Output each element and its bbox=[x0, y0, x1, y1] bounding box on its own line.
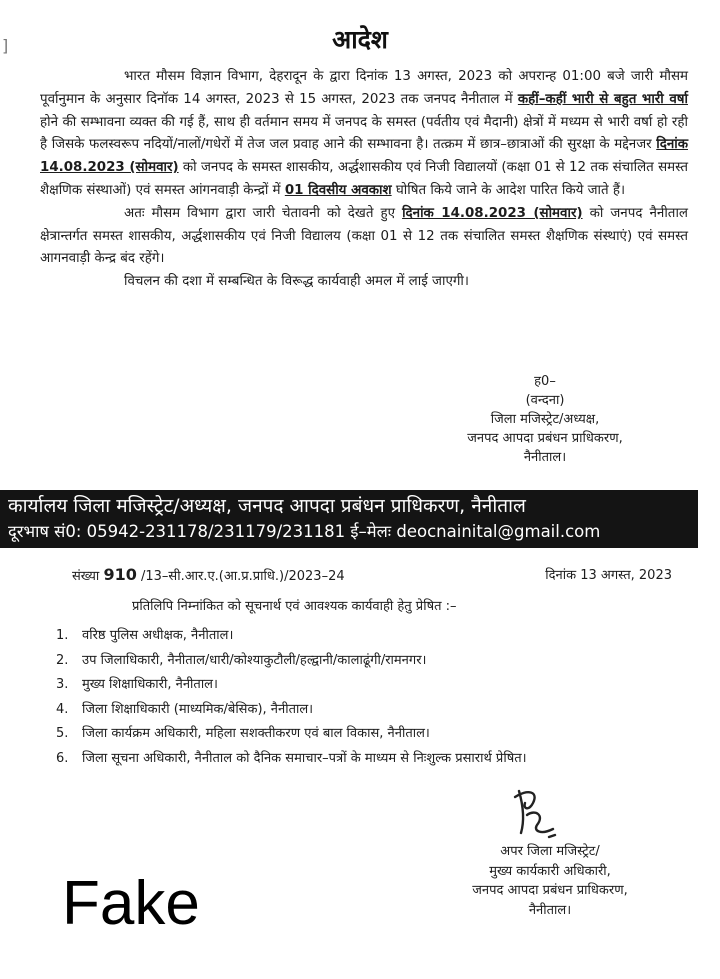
order-paragraph-2: अतः मौसम विभाग द्वारा जारी चेतावनी को देखते हुए दिनांक 14.08.2023 (सोमवार) को जनपद नैनीताल क्षेत्रान्तर्गत समस्त शासकीय, अर्द्धशासकीय एवं निजी विद्यालय (कक्षा 01 से 12 तक संचालित समस्त शैक्षणिक संस्थाएं) एवं समस्त आगनवाड़ी केन्द्र बंद रहेंगे। bbox=[40, 205, 688, 267]
reference-row bbox=[72, 565, 672, 584]
corner-mark: ] bbox=[2, 36, 9, 55]
order-title: आदेश bbox=[332, 25, 388, 54]
handwritten-signature bbox=[505, 785, 585, 845]
highlight-date: दिनांक 14.08.2023 (सोमवार) bbox=[40, 137, 688, 176]
list-item: 3. मुख्य शिक्षाधिकारी, नैनीताल। bbox=[56, 677, 218, 692]
office-name: कार्यालय जिला मजिस्ट्रेट/अध्यक्ष, जनपद आपदा प्रबंधन प्राधिकरण, नैनीताल bbox=[8, 495, 526, 517]
copy-heading: प्रतिलिपि निम्नांकित को सूचनार्थ एवं आवश्यक कार्यवाही हेतु प्रेषित :– bbox=[132, 599, 457, 614]
list-item: 2. उप जिलाधिकारी, नैनीताल/धारी/कोश्याकुटौली/हल्द्वानी/कालाढूंगी/रामनगर। bbox=[56, 652, 427, 668]
order-paragraph-3: विचलन की दशा में सम्बन्धित के विरूद्ध कार्यवाही अमल में लाई जाएगी। bbox=[124, 274, 469, 290]
list-item: 4. जिला शिक्षाधिकारी (माध्यमिक/बेसिक), नैनीताल। bbox=[56, 701, 314, 717]
fake-watermark: Fake bbox=[62, 869, 200, 938]
signature-block-dm: ह0– (वन्दना) जिला मजिस्ट्रेट/अध्यक्ष, जनपद आपदा प्रबंधन प्राधिकरण, नैनीताल। bbox=[467, 374, 623, 465]
list-item: 1. वरिष्ठ पुलिस अधीक्षक, नैनीताल। bbox=[56, 628, 234, 643]
list-item: 6. जिला सूचना अधिकारी, नैनीताल को दैनिक समाचार–पत्रों के माध्यम से निःशुल्क प्रसारार्थ प्रेषित। bbox=[56, 750, 527, 766]
reference-number: संख्या 910 /13–सी.आर.ए.(आ.प्र.प्राधि.)/2023–24 bbox=[72, 565, 345, 584]
highlight-heavy-rain: कहीं–कहीं भारी से बहुत भारी वर्षा bbox=[517, 91, 688, 107]
recipient-list bbox=[56, 624, 668, 771]
highlight-date-2: दिनांक 14.08.2023 (सोमवार) bbox=[402, 205, 583, 221]
highlight-holiday: 01 दिवसीय अवकाश bbox=[284, 182, 392, 198]
office-banner bbox=[0, 490, 698, 548]
order-paragraph-1: भारत मौसम विज्ञान विभाग, देहरादून के द्वारा दिनांक 13 अगस्त, 2023 को अपरान्ह 01:00 बजे जारी मौसम पूर्वानुमान के अनुसार दिनॉक 14 अगस्त, 2023 से 15 अगस्त, 2023 तक जनपद नैनीताल में कहीं–कहीं भारी से बहुत भारी वर्षा होने की सम्भावना व्यक्त की गई हैं, साथ ही वर्तमान समय में जनपद के समस्त (पर्वतीय एवं मैदानी) क्षेत्रों में मध्यम से भारी वर्षा हो रही है जिसके फलस्वरूप नदियों/नालों/गधेरों में तेज जल प्रवाह आने की सम्भावना है। तत्क्रम में छात्र–छात्राओं की सुरक्षा के मद्देनजर दिनांक 14.08.2023 (सोमवार) को जनपद के समस्त शासकीय, अर्द्धशासकीय एवं निजी विद्यालयों (कक्षा 01 से 12 तक संचालित समस्त शैक्षणिक संस्थाओं) एवं समस्त आंगनवाड़ी केन्द्रों में 01 दिवसीय अवकाश घोषित किये जाने के आदेश पारित किये जाते हैं। bbox=[40, 69, 688, 198]
list-item: 5. जिला कार्यक्रम अधिकारी, महिला सशक्तीकरण एवं बाल विकास, नैनीताल। bbox=[56, 726, 430, 741]
signature-block-adm: अपर जिला मजिस्ट्रेट/ मुख्य कार्यकारी अधिकारी, जनपद आपदा प्रबंधन प्राधिकरण, नैनीताल। bbox=[472, 844, 628, 918]
reference-date: दिनांक 13 अगस्त, 2023 bbox=[545, 568, 672, 583]
office-contact: दूरभाष सं0: 05942-231178/231179/231181 ई–मेलः deocnainital@gmail.com bbox=[8, 522, 601, 541]
order-body bbox=[40, 66, 688, 294]
